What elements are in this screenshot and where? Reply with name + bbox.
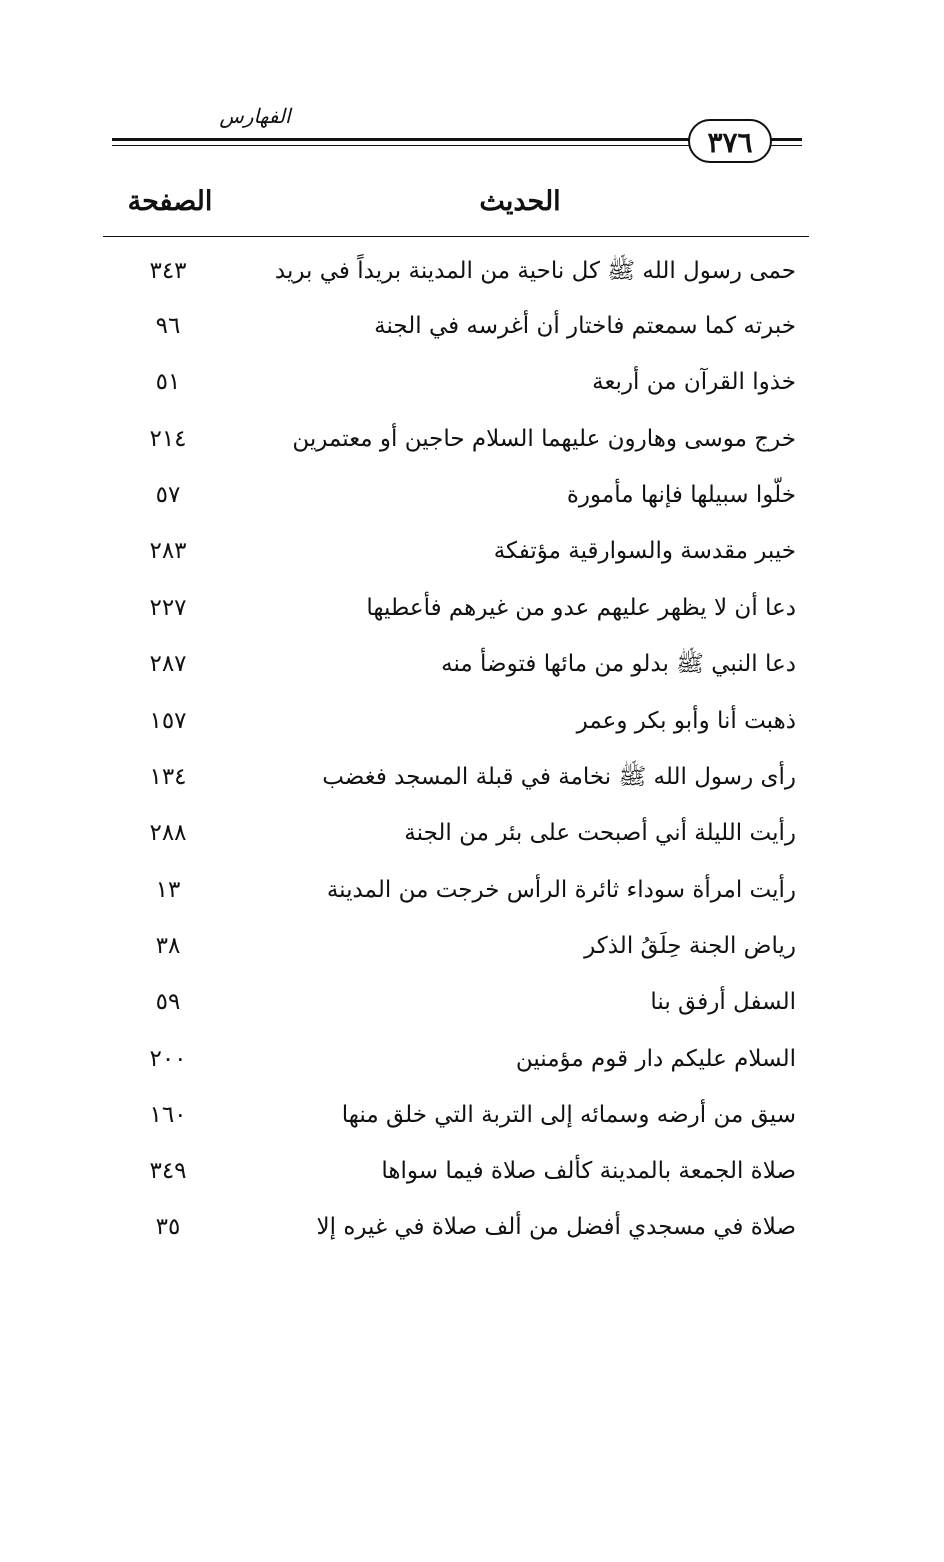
page-reference: ٢٠٠: [149, 1046, 187, 1072]
list-item: [0, 307, 944, 347]
page-reference: ٢١٤: [149, 426, 187, 452]
page-reference: ٥٩: [155, 989, 181, 1015]
hadith-text: صلاة الجمعة بالمدينة كألف صلاة فيما سواها: [381, 1158, 796, 1184]
page-reference: ٣٤٣: [149, 258, 187, 284]
page-reference: ٣٥: [155, 1214, 181, 1240]
list-item: [0, 1208, 944, 1248]
hadith-text: السفل أرفق بنا: [650, 989, 796, 1015]
page-reference: ٣٤٩: [149, 1158, 187, 1184]
list-item: [0, 589, 944, 629]
list-item: [0, 702, 944, 742]
hadith-text: صلاة في مسجدي أفضل من ألف صلاة في غيره إلا: [316, 1214, 796, 1240]
list-item: [0, 645, 944, 685]
page-number: ٣٧٦: [688, 119, 772, 163]
page-reference: ١٥٧: [149, 708, 187, 734]
hadith-text: خذوا القرآن من أربعة: [592, 369, 796, 395]
list-item: [0, 927, 944, 967]
column-header-page: الصفحة: [127, 186, 213, 217]
list-item: [0, 420, 944, 460]
page-reference: ٢٨٨: [149, 820, 187, 846]
hadith-text: رأيت الليلة أني أصبحت على بئر من الجنة: [404, 820, 796, 846]
header-rule: [112, 145, 692, 146]
page-reference: ٢٢٧: [149, 595, 187, 621]
hadith-text: سيق من أرضه وسمائه إلى التربة التي خلق منها: [341, 1102, 796, 1128]
page-reference: ٥٧: [155, 482, 181, 508]
page-reference: ٣٨: [155, 933, 181, 959]
list-item: [0, 814, 944, 854]
page-reference: ٩٦: [155, 313, 181, 339]
hadith-text: خبرته كما سمعتم فاختار أن أغرسه في الجنة: [374, 313, 796, 339]
page-reference: ١٦٠: [149, 1102, 187, 1128]
hadith-text: رأى رسول الله ﷺ نخامة في قبلة المسجد فغضب: [322, 764, 796, 790]
hadith-text: دعا النبي ﷺ بدلو من مائها فتوضأ منه: [441, 651, 796, 677]
page-reference: ١٣: [155, 877, 181, 903]
hadith-text: دعا أن لا يظهر عليهم عدو من غيرهم فأعطيها: [366, 595, 796, 621]
header-rule: [112, 138, 692, 141]
list-item: [0, 532, 944, 572]
list-item: [0, 983, 944, 1023]
hadith-text: خرج موسى وهارون عليهما السلام حاجين أو معتمرين: [292, 426, 796, 452]
list-item: [0, 1040, 944, 1080]
list-item: [0, 871, 944, 911]
list-item: [0, 1096, 944, 1136]
table-header-rule: [103, 236, 809, 237]
column-header-hadith: الحديث: [479, 186, 561, 217]
hadith-text: ذهبت أنا وأبو بكر وعمر: [576, 708, 796, 734]
list-item: [0, 476, 944, 516]
page-reference: ١٣٤: [149, 764, 187, 790]
hadith-text: رياض الجنة حِلَقُ الذكر: [584, 933, 796, 959]
list-item: [0, 1152, 944, 1192]
header-rule: [770, 145, 802, 146]
running-title: الفهارس: [219, 104, 291, 128]
hadith-text: رأيت امرأة سوداء ثائرة الرأس خرجت من المدينة: [326, 877, 796, 903]
page-reference: ٢٨٧: [149, 651, 187, 677]
page-reference: ٢٨٣: [149, 538, 187, 564]
list-item: [0, 363, 944, 403]
hadith-text: السلام عليكم دار قوم مؤمنين: [515, 1046, 796, 1072]
hadith-text: خلّوا سبيلها فإنها مأمورة: [566, 482, 796, 508]
hadith-text: حمى رسول الله ﷺ كل ناحية من المدينة بريداً في بريد: [274, 258, 796, 284]
hadith-text: خيبر مقدسة والسوارقية مؤتفكة: [493, 538, 796, 564]
header-rule: [770, 138, 802, 141]
page-reference: ٥١: [155, 369, 181, 395]
list-item: [0, 758, 944, 798]
list-item: [0, 252, 944, 292]
